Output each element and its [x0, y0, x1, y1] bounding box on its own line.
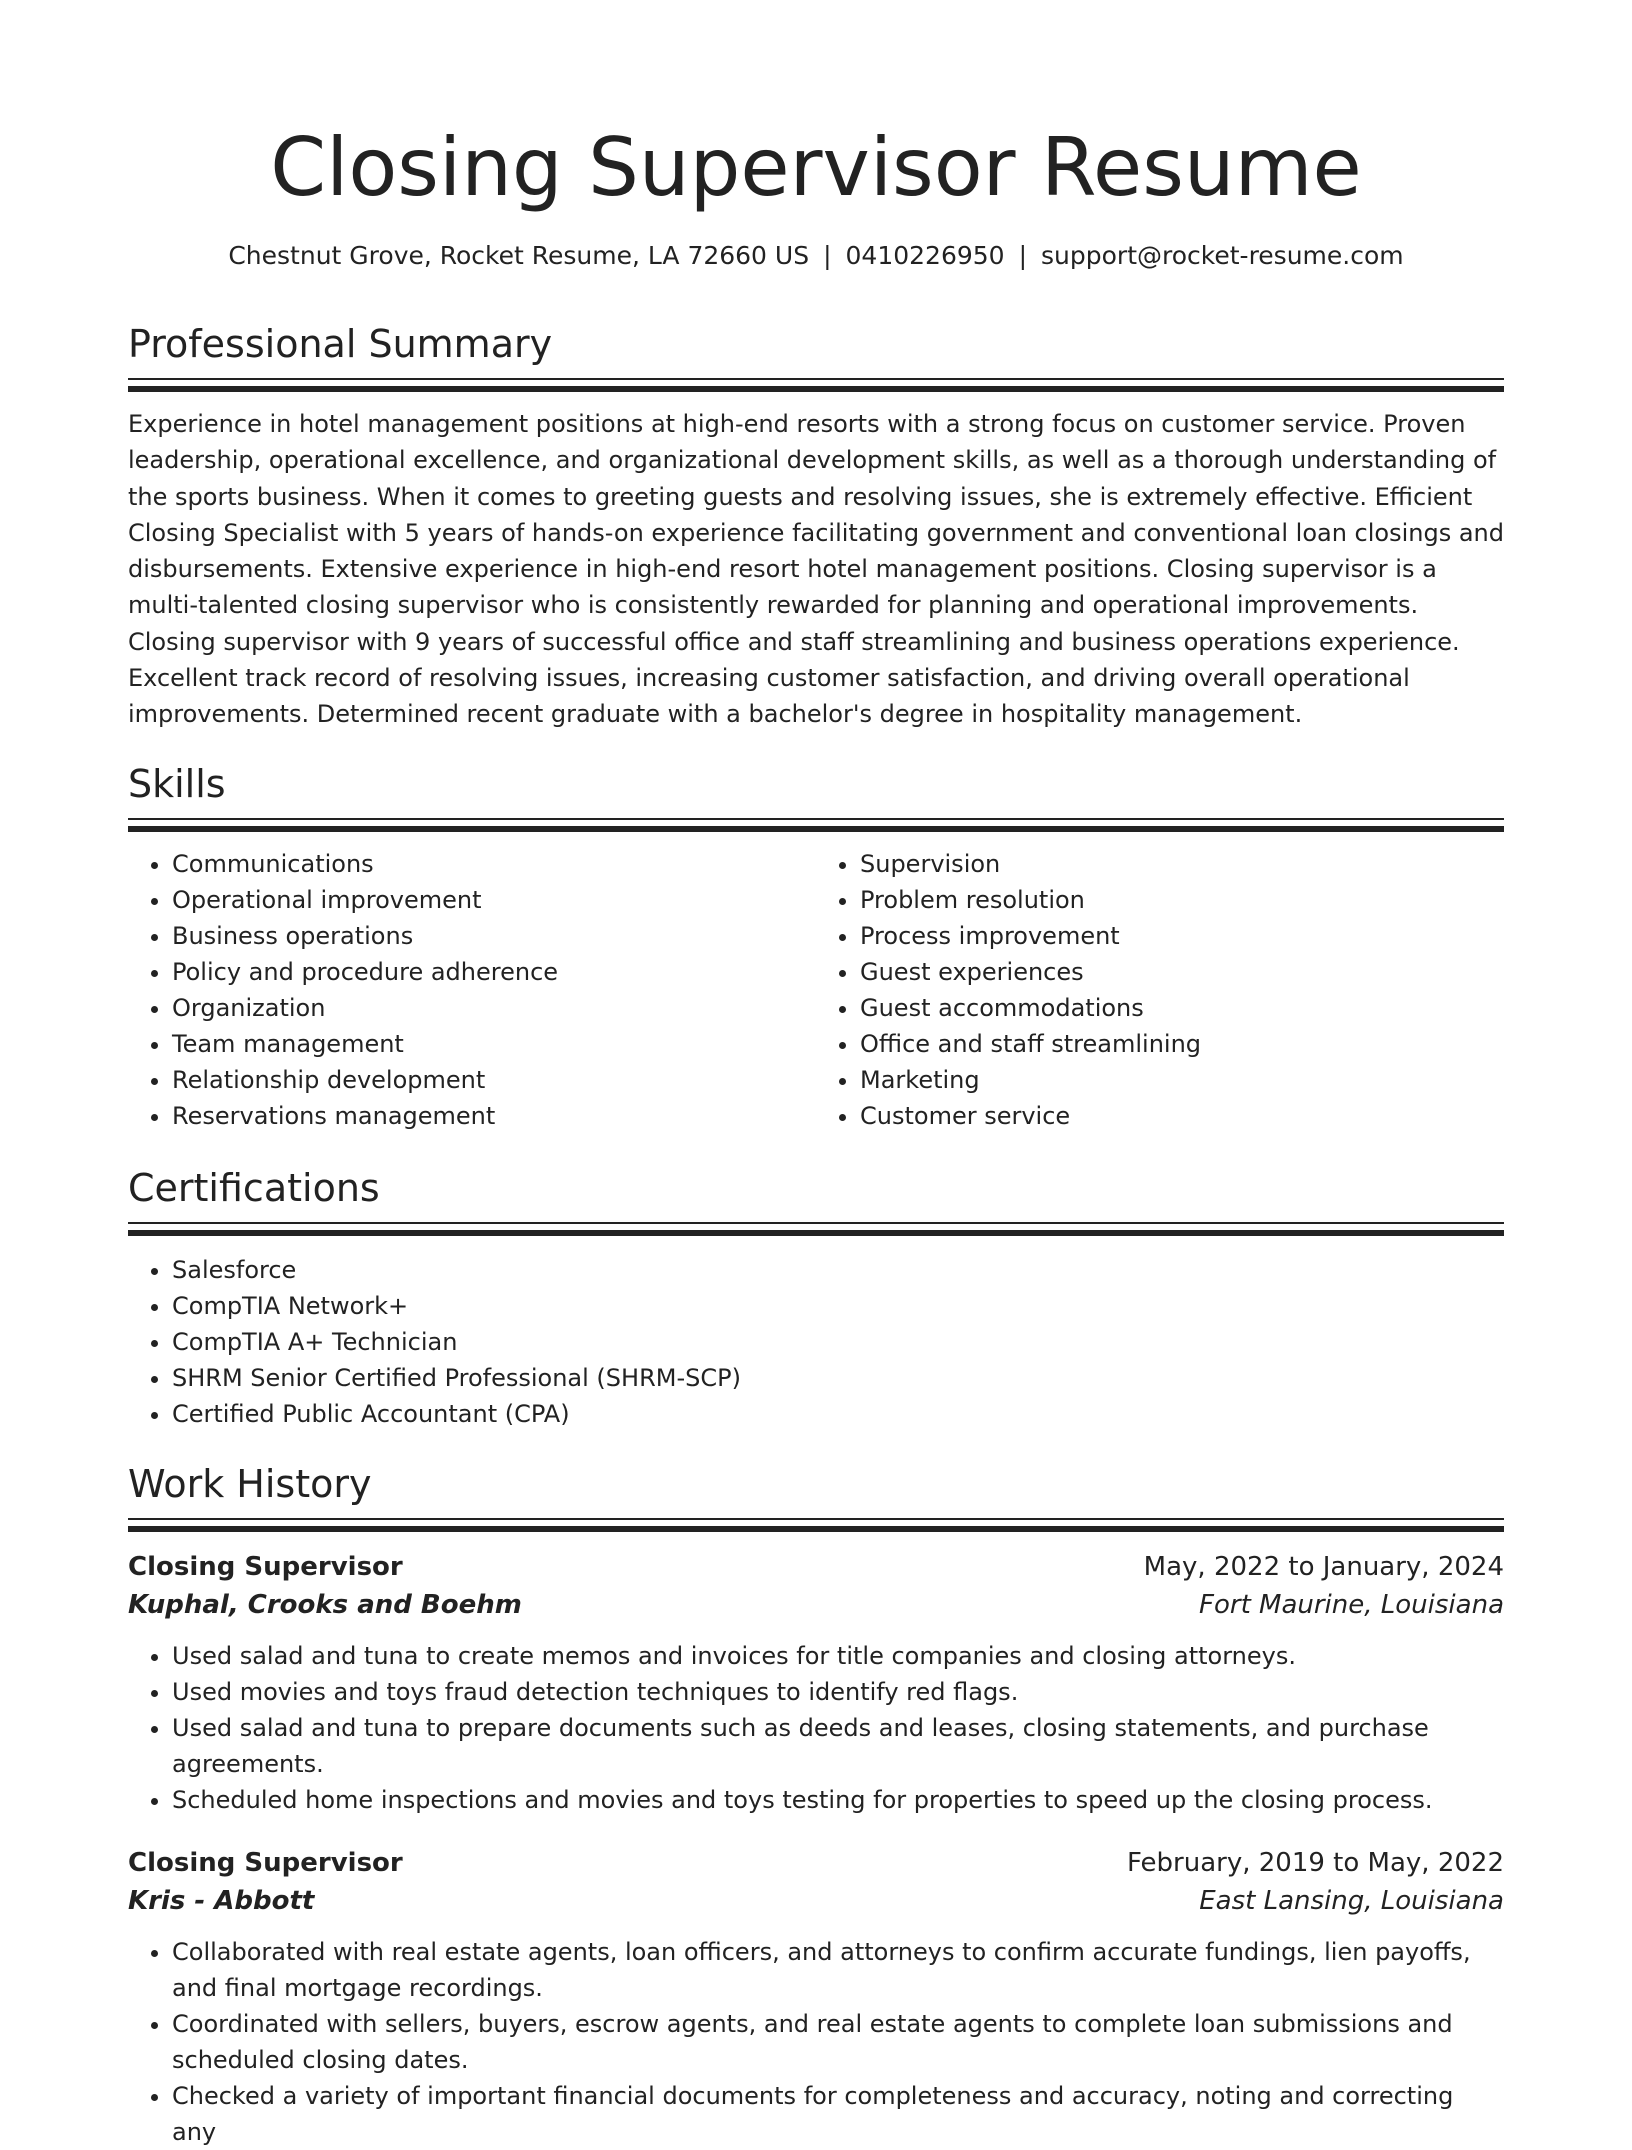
job-bullet: • Used salad and tuna to create memos and invoices for title companies and closing attorneys. [172, 1638, 1504, 1674]
skill-item: • Team management [172, 1026, 816, 1062]
skill-item: • Communications [172, 846, 816, 882]
contact-separator: | [823, 241, 832, 270]
skills-section [128, 758, 1504, 1134]
certification-item: • CompTIA Network+ [172, 1288, 1504, 1324]
skill-item: • Guest accommodations [860, 990, 1504, 1026]
job-bullets [128, 1934, 1504, 2150]
skill-item: • Operational improvement [172, 882, 816, 918]
contact-phone: 0410226950 [845, 241, 1005, 270]
skill-item: • Office and staff streamlining [860, 1026, 1504, 1062]
skills-grid [128, 846, 1504, 1134]
certifications-section [128, 1162, 1504, 1432]
summary-text: Experience in hotel management positions at high-end resorts with a strong focus on customer service. Proven leadership, operational excellence, and organizational development skills, as well as a thorough understanding of the sports business. When it comes to greeting guests and resolving issues, she is extremely effective. Efficient Closing Specialist with 5 years of hands-on experience facilitating government and conventional loan closings and disbursements. Extensive experience in high-end resort hotel management positions. Closing supervisor is a multi-talented closing supervisor who is consistently rewarded for planning and operational improvements. Closing supervisor with 9 years of successful office and staff streamlining and business operations experience. Excellent track record of resolving issues, increasing customer satisfaction, and driving overall operational improvements. Determined recent graduate with a bachelor's degree in hospitality management. [128, 410, 1505, 729]
section-divider [128, 1222, 1504, 1238]
job-bullet: • Used movies and toys fraud detection techniques to identify red flags. [172, 1674, 1504, 1710]
job-bullets [128, 1638, 1504, 1818]
certification-item: • Certified Public Accountant (CPA) [172, 1396, 1504, 1432]
summary-heading: Professional Summary [128, 322, 553, 366]
skill-item: • Customer service [860, 1098, 1504, 1134]
certification-item: • CompTIA A+ Technician [172, 1324, 1504, 1360]
job-dates: February, 2019 to May, 2022 [1127, 1848, 1504, 1878]
skill-item: • Policy and procedure adherence [172, 954, 816, 990]
job-title: Closing Supervisor [128, 1848, 403, 1878]
contact-address: Chestnut Grove, Rocket Resume, LA 72660 US [228, 241, 810, 270]
job-company: Kris - Abbott [128, 1886, 315, 1916]
contact-separator: | [1018, 241, 1028, 270]
skill-item: • Business operations [172, 918, 816, 954]
job-bullet: • Used salad and tuna to prepare documents such as deeds and leases, closing statements, and purchase agreements. [172, 1710, 1504, 1782]
job-bullet: • Scheduled home inspections and movies and toys testing for properties to speed up the closing process. [172, 1782, 1504, 1818]
contact-line [128, 238, 1504, 274]
summary-section [128, 318, 1504, 733]
job-entry [128, 1844, 1504, 2150]
section-divider [128, 1518, 1504, 1534]
section-divider [128, 818, 1504, 834]
job-bullet: • Coordinated with sellers, buyers, escrow agents, and real estate agents to complete loan submissions and scheduled closing dates. [172, 2006, 1504, 2078]
job-company: Kuphal, Crooks and Boehm [128, 1590, 522, 1620]
skill-item: • Organization [172, 990, 816, 1026]
certification-item: • Salesforce [172, 1252, 1504, 1288]
job-entry [128, 1548, 1504, 1818]
skill-item: • Process improvement [860, 918, 1504, 954]
certification-item: • SHRM Senior Certified Professional (SHRM-SCP) [172, 1360, 1504, 1396]
job-location: East Lansing, Louisiana [1199, 1886, 1504, 1916]
job-bullet: • Checked a variety of important financial documents for completeness and accuracy, noting and correcting any [172, 2078, 1504, 2150]
contact-email: support@rocket-resume.com [1041, 241, 1404, 270]
work-history-section [128, 1458, 1504, 2150]
skill-item: • Reservations management [172, 1098, 816, 1134]
skill-item: • Supervision [860, 846, 1504, 882]
certifications-heading: Certifications [128, 1166, 380, 1210]
section-divider [128, 378, 1504, 394]
skills-list-right [816, 846, 1504, 1134]
job-dates: May, 2022 to January, 2024 [1143, 1552, 1504, 1582]
skill-item: • Relationship development [172, 1062, 816, 1098]
skill-item: • Problem resolution [860, 882, 1504, 918]
skills-list-left [128, 846, 816, 1134]
job-location: Fort Maurine, Louisiana [1199, 1590, 1504, 1620]
job-bullet: • Collaborated with real estate agents, loan officers, and attorneys to confirm accurate fundings, lien payoffs, and final mortgage recordings. [172, 1934, 1504, 2006]
skill-item: • Marketing [860, 1062, 1504, 1098]
skills-heading: Skills [128, 762, 226, 806]
job-title: Closing Supervisor [128, 1552, 403, 1582]
certifications-list [128, 1252, 1504, 1432]
skill-item: • Guest experiences [860, 954, 1504, 990]
work-history-heading: Work History [128, 1462, 372, 1506]
page-title: Closing Supervisor Resume [270, 121, 1362, 214]
